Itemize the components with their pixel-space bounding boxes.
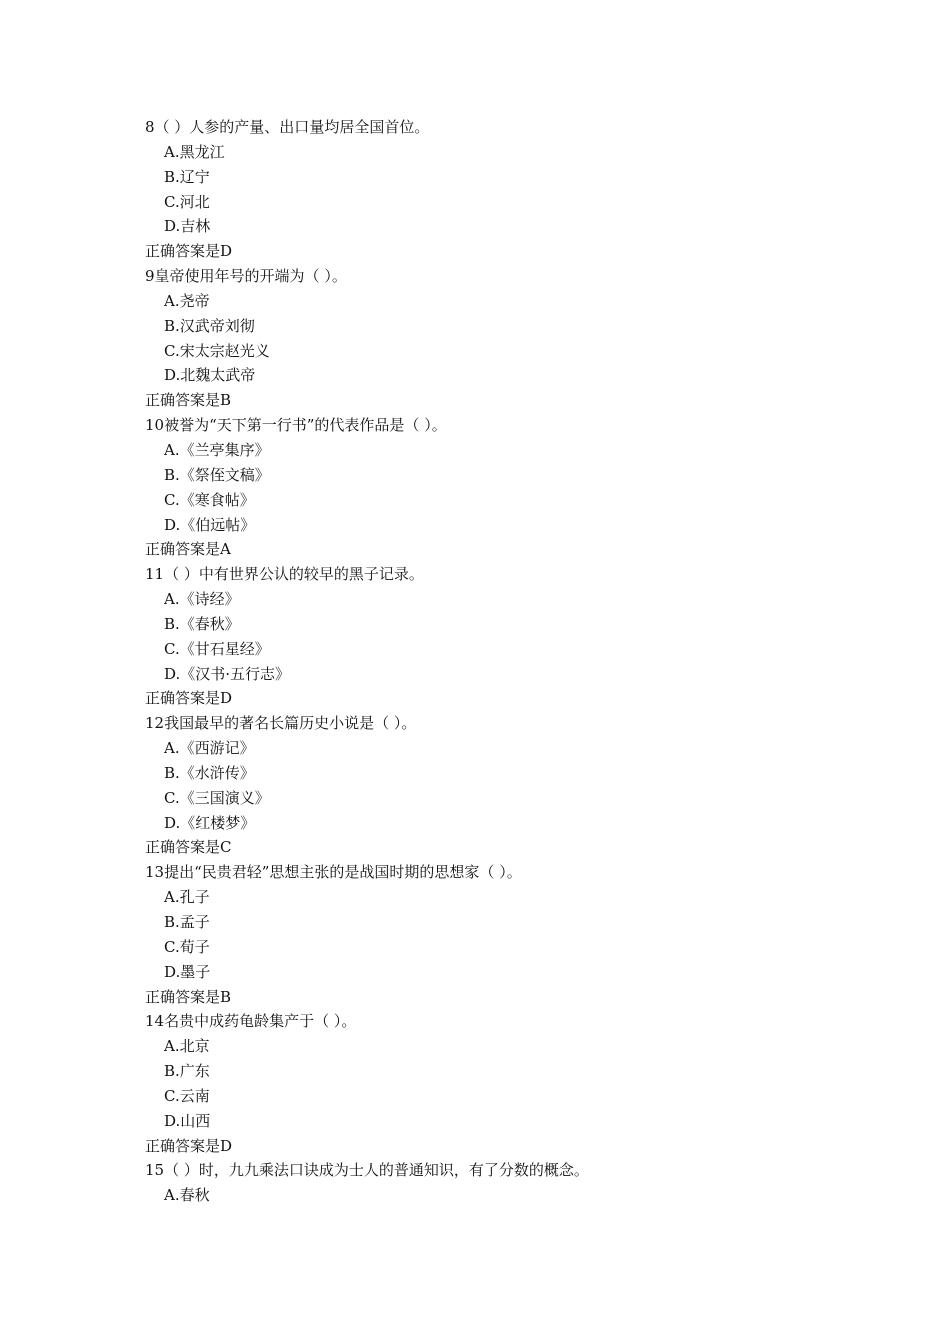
correct-answer: 正确答案是B: [145, 987, 232, 1006]
question-list: [145, 115, 845, 1208]
answer-option: A.孔子: [164, 888, 210, 907]
question-stem: 9皇帝使用年号的开端为（ ）。: [145, 267, 347, 286]
question-stem: 13提出“民贵君轻”思想主张的是战国时期的思想家（ ）。: [145, 863, 522, 882]
answer-option: A.《西游记》: [164, 739, 255, 758]
answer-option: A.黑龙江: [164, 142, 225, 161]
answer-option: C.河北: [164, 192, 210, 211]
answer-option: D.《伯远帖》: [164, 515, 256, 534]
answer-option: C.云南: [164, 1086, 210, 1105]
correct-answer: 正确答案是A: [145, 540, 231, 559]
answer-option: A.《兰亭集序》: [164, 440, 270, 459]
answer-option: B.广东: [164, 1062, 210, 1081]
correct-answer: 正确答案是D: [145, 242, 233, 261]
answer-option: A.北京: [164, 1037, 210, 1056]
answer-option: D.《红楼梦》: [164, 813, 256, 832]
answer-option: D.吉林: [164, 217, 211, 236]
correct-answer: 正确答案是C: [145, 838, 232, 857]
question-stem: 11（ ）中有世界公认的较早的黑子记录。: [145, 565, 424, 584]
answer-option: A.《诗经》: [164, 590, 240, 609]
answer-option: B.《春秋》: [164, 614, 240, 633]
answer-option: B.《水浒传》: [164, 763, 255, 782]
answer-option: C.《三国演义》: [164, 788, 270, 807]
answer-option: B.辽宁: [164, 167, 210, 186]
answer-option: D.《汉书·五行志》: [164, 664, 291, 683]
question-stem: 8（ ）人参的产量、出口量均居全国首位。: [145, 118, 430, 136]
question-stem: 12我国最早的著名长篇历史小说是（ ）。: [145, 714, 417, 733]
answer-option: B.汉武帝刘彻: [164, 316, 255, 335]
correct-answer: 正确答案是D: [145, 1136, 233, 1155]
answer-option: C.荀子: [164, 937, 210, 956]
correct-answer: 正确答案是B: [145, 391, 232, 410]
answer-option: B.《祭侄文稿》: [164, 465, 270, 484]
answer-option: D.北魏太武帝: [164, 366, 256, 385]
answer-option: D.墨子: [164, 962, 211, 981]
question-stem: 15（ ）时，九九乘法口诀成为士人的普通知识，有了分数的概念。: [145, 1161, 589, 1180]
answer-option: A.尧帝: [164, 291, 210, 310]
answer-option: C.《寒食帖》: [164, 490, 255, 509]
correct-answer: 正确答案是D: [145, 689, 233, 708]
question-stem: 14名贵中成药龟龄集产于（ ）。: [145, 1012, 357, 1031]
answer-option: C.宋太宗赵光义: [164, 341, 270, 360]
answer-option: A.春秋: [164, 1186, 210, 1205]
answer-option: D.山西: [164, 1111, 211, 1130]
question-stem: 10被誉为“天下第一行书”的代表作品是（ ）。: [145, 416, 447, 435]
answer-option: B.孟子: [164, 913, 210, 931]
answer-option: C.《甘石星经》: [164, 639, 270, 658]
